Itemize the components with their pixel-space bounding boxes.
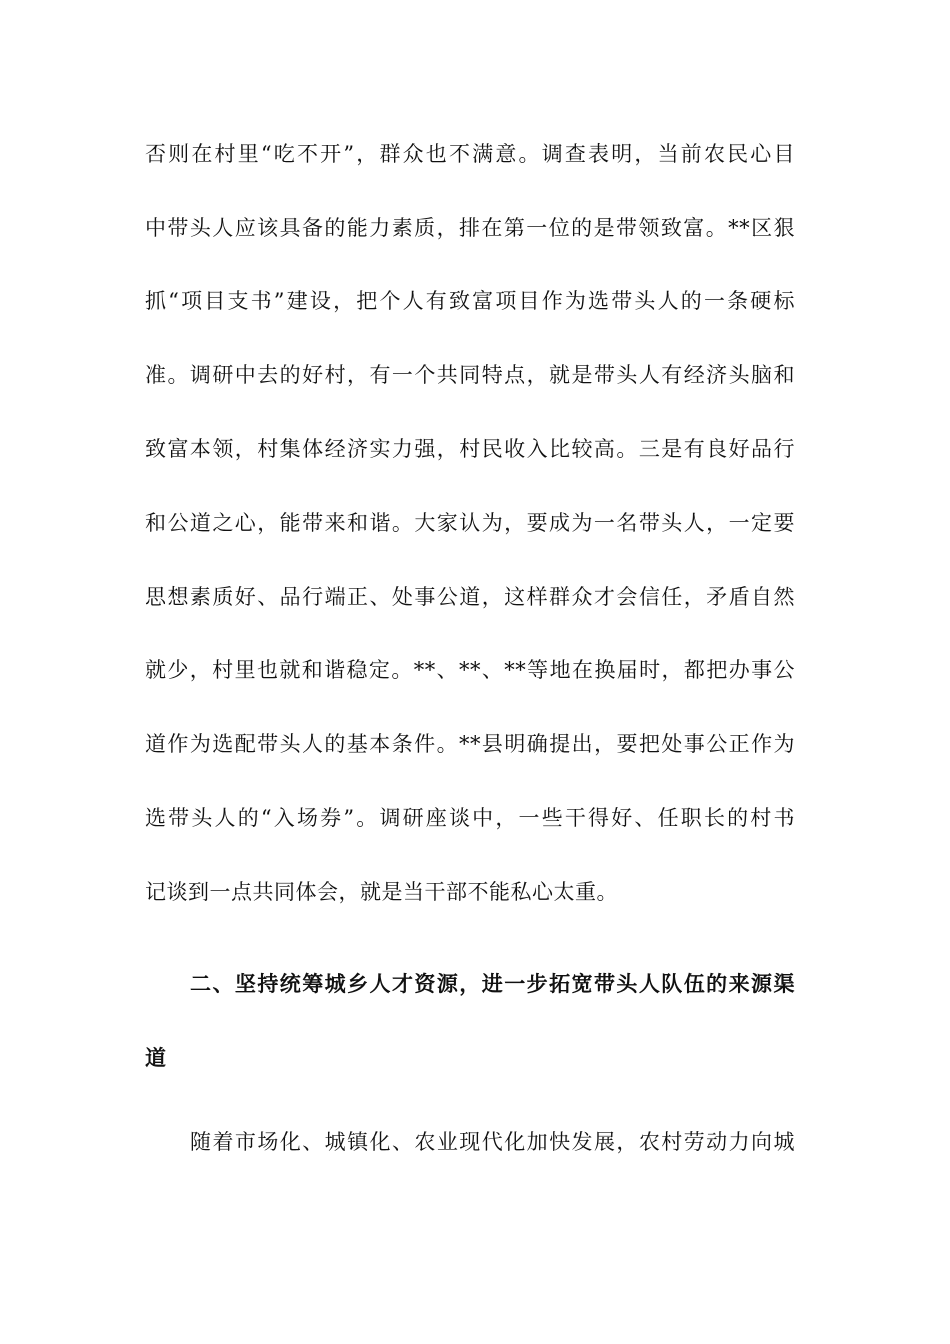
- paragraph-line: 致富本领，村集体经济实力强，村民收入比较高。三是有良好品行: [145, 437, 795, 461]
- section-heading: 二、坚持统筹城乡人才资源，进一步拓宽带头人队伍的来源渠: [190, 971, 795, 996]
- paragraph-line: 记谈到一点共同体会，就是当干部不能私心太重。: [145, 880, 618, 904]
- paragraph-line: 随着市场化、城镇化、农业现代化加快发展，农村劳动力向城: [190, 1130, 795, 1154]
- paragraph-line: 就少，村里也就和谐稳定。**、**、**等地在换届时，都把办事公: [145, 658, 795, 682]
- paragraph-line: 否则在村里“吃不开”，群众也不满意。调查表明，当前农民心目: [145, 142, 795, 166]
- paragraph-line: 中带头人应该具备的能力素质，排在第一位的是带领致富。**区狠: [145, 216, 795, 240]
- paragraph-line: 道作为选配带头人的基本条件。**县明确提出，要把处事公正作为: [145, 732, 795, 756]
- section-heading-continuation: 道: [145, 1045, 167, 1070]
- paragraph-line: 和公道之心，能带来和谐。大家认为，要成为一名带头人，一定要: [145, 511, 795, 535]
- paragraph-line: 准。调研中去的好村，有一个共同特点，就是带头人有经济头脑和: [145, 363, 795, 387]
- paragraph-line: 抓“项目支书”建设，把个人有致富项目作为选带头人的一条硬标: [145, 289, 795, 313]
- paragraph-line: 思想素质好、品行端正、处事公道，这样群众才会信任，矛盾自然: [145, 585, 795, 609]
- paragraph-line: 选带头人的“入场券”。调研座谈中，一些干得好、任职长的村书: [145, 806, 795, 830]
